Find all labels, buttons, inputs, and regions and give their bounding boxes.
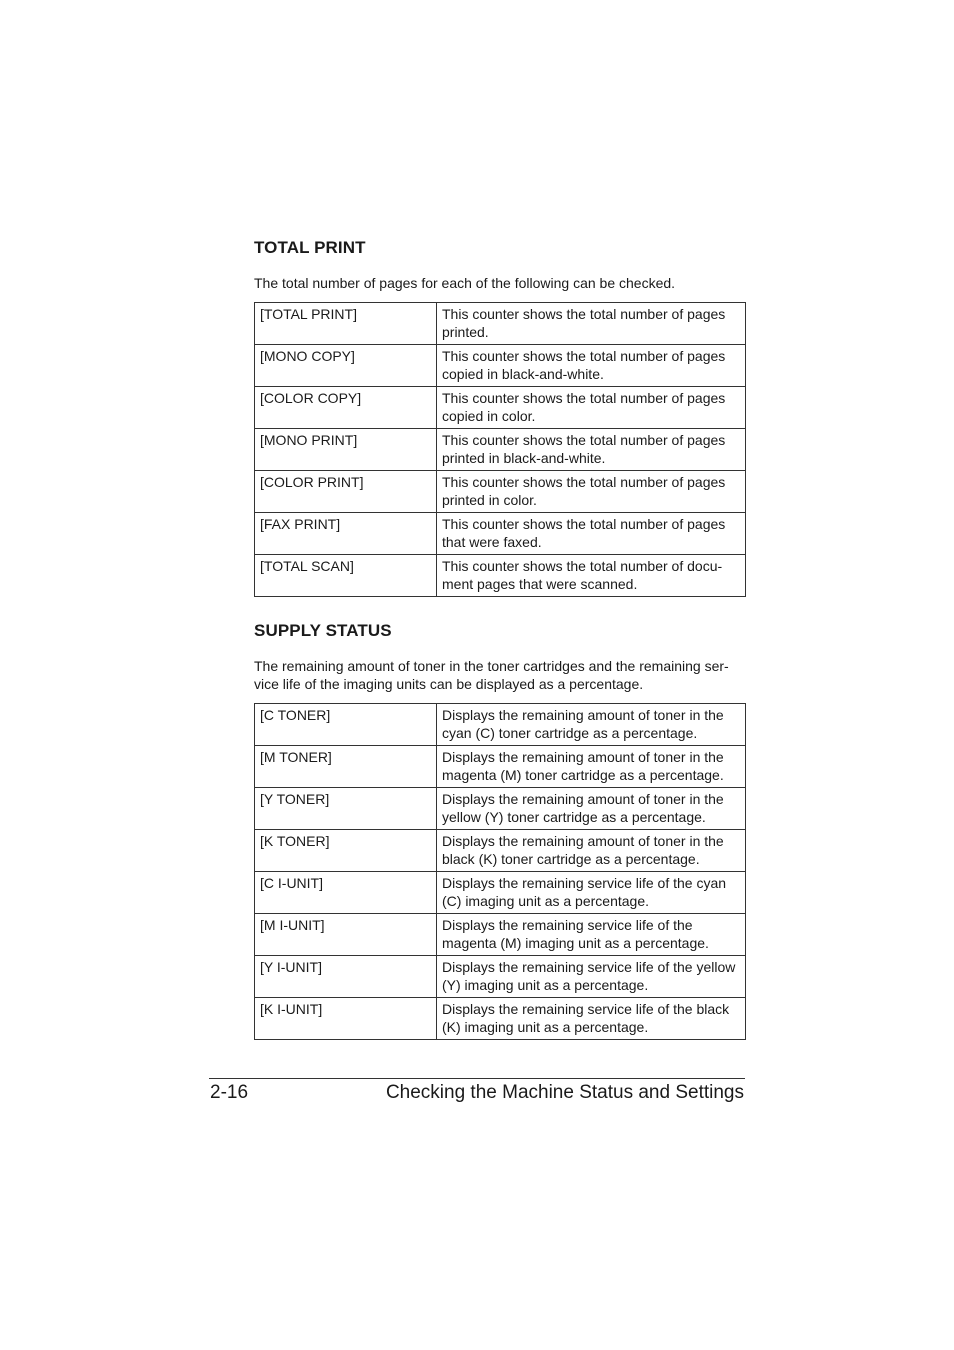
counter-name: [COLOR PRINT] (255, 471, 437, 513)
counter-name: [TOTAL PRINT] (255, 303, 437, 345)
supply-name: [M TONER] (255, 746, 437, 788)
counter-description: This counter shows the total number of pages copied in black-and-white. (437, 345, 746, 387)
table-row (255, 914, 746, 956)
table-row (255, 788, 746, 830)
supply-status-table (254, 703, 746, 1040)
supply-name: [Y I-UNIT] (255, 956, 437, 998)
table-row (255, 998, 746, 1040)
counter-name: [FAX PRINT] (255, 513, 437, 555)
supply-name: [C TONER] (255, 704, 437, 746)
table-row (255, 303, 746, 345)
table-row (255, 555, 746, 597)
supply-name: [M I-UNIT] (255, 914, 437, 956)
chapter-title: Checking the Machine Status and Settings (385, 1082, 744, 1103)
table-row (255, 513, 746, 555)
counter-description: This counter shows the total number of pages that were faxed. (437, 513, 746, 555)
supply-name: [K TONER] (255, 830, 437, 872)
table-row (255, 704, 746, 746)
counter-description: This counter shows the total number of pages printed in black-and-white. (437, 429, 746, 471)
supply-name: [C I-UNIT] (255, 872, 437, 914)
total-print-heading: TOTAL PRINT (254, 238, 366, 257)
counter-description: This counter shows the total number of pages printed in color. (437, 471, 746, 513)
supply-description: Displays the remaining amount of toner in the yellow (Y) toner cartridge as a percentage. (437, 788, 746, 830)
supply-status-heading: SUPPLY STATUS (254, 621, 392, 640)
total-print-intro: The total number of pages for each of the following can be checked. (254, 275, 676, 291)
page-number: 2-16 (210, 1082, 249, 1103)
counter-name: [TOTAL SCAN] (255, 555, 437, 597)
table-row (255, 746, 746, 788)
counter-description: This counter shows the total number of pages copied in color. (437, 387, 746, 429)
counter-description: This counter shows the total number of pages printed. (437, 303, 746, 345)
counter-name: [MONO PRINT] (255, 429, 437, 471)
counter-description: This counter shows the total number of docu-ment pages that were scanned. (437, 555, 746, 597)
supply-description: Displays the remaining amount of toner in the magenta (M) toner cartridge as a percentage. (437, 746, 746, 788)
supply-status-intro: The remaining amount of toner in the toner cartridges and the remaining ser-vice life of the imaging units can be displayed as a percentage. (254, 658, 729, 692)
supply-description: Displays the remaining service life of the cyan (C) imaging unit as a percentage. (437, 872, 746, 914)
total-print-table (254, 302, 746, 597)
table-row (255, 956, 746, 998)
supply-name: [Y TONER] (255, 788, 437, 830)
supply-description: Displays the remaining service life of the yellow (Y) imaging unit as a percentage. (437, 956, 746, 998)
supply-description: Displays the remaining service life of the magenta (M) imaging unit as a percentage. (437, 914, 746, 956)
footer-divider (209, 1078, 745, 1079)
table-row (255, 429, 746, 471)
table-row (255, 345, 746, 387)
table-row (255, 471, 746, 513)
supply-description: Displays the remaining amount of toner in the black (K) toner cartridge as a percentage. (437, 830, 746, 872)
counter-name: [MONO COPY] (255, 345, 437, 387)
table-row (255, 872, 746, 914)
table-row (255, 830, 746, 872)
supply-description: Displays the remaining amount of toner in the cyan (C) toner cartridge as a percentage. (437, 704, 746, 746)
table-row (255, 387, 746, 429)
supply-name: [K I-UNIT] (255, 998, 437, 1040)
supply-description: Displays the remaining service life of the black (K) imaging unit as a percentage. (437, 998, 746, 1040)
counter-name: [COLOR COPY] (255, 387, 437, 429)
